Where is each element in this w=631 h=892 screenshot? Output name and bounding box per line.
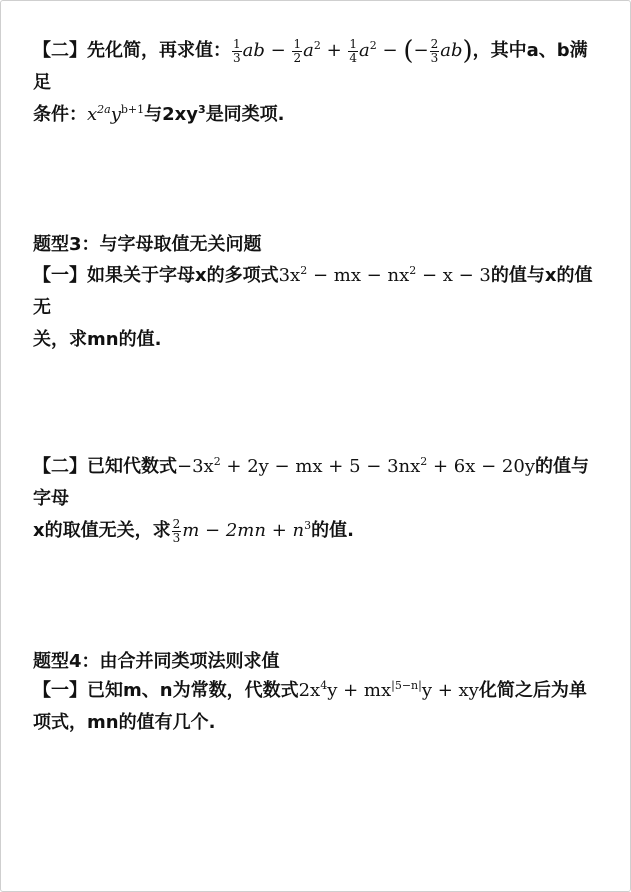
problem-tail-text: 的值与字母 — [33, 456, 590, 509]
problem-intro-text: 已知m、n为常数，代数式 — [87, 680, 299, 701]
exponent: 2 — [213, 455, 221, 468]
var-x: x — [87, 104, 98, 125]
operator: − — [382, 40, 398, 61]
exponent: 2 — [420, 455, 428, 468]
problem-line-1 — [33, 260, 605, 324]
exponent: 2 — [313, 39, 321, 52]
fraction-one-third: $\frac{1}{3}$ — [233, 36, 241, 65]
section-heading-type4: 题型4：由合并同类项法则求值 — [33, 651, 280, 672]
expr-term: m − 2mn + n — [182, 520, 305, 541]
problem-number-bracket: 【一】 — [33, 265, 87, 286]
fraction-one-quarter: $\frac{1}{4}$ — [349, 36, 358, 65]
problem-number-bracket: 【二】 — [33, 40, 87, 61]
var-a: a — [359, 40, 370, 61]
exponent: |5−n| — [391, 679, 422, 692]
paren-close: ) — [462, 36, 473, 66]
exponent: 4 — [320, 679, 328, 692]
inner-sign: − — [413, 40, 429, 61]
problem-line2-pre: x的取值无关，求 — [33, 520, 171, 541]
exponent: 2 — [369, 39, 377, 52]
fraction-one-half: $\frac{1}{2}$ — [293, 36, 302, 65]
poly-term: 3x — [278, 265, 301, 286]
exponent: 3 — [198, 103, 206, 116]
var-y: y — [110, 104, 121, 125]
poly-term: 2x — [298, 680, 321, 701]
operator: + — [326, 40, 342, 61]
problem-intro-text: 先化简，再求值： — [87, 40, 231, 61]
problem-line-1 — [33, 35, 605, 99]
problem-type3-q1 — [33, 260, 605, 356]
problem-line-1 — [33, 675, 605, 707]
exponent: 2 — [300, 264, 308, 277]
poly-term: y + xy — [421, 680, 479, 701]
problem-tail-text: 化简之后为单 — [478, 680, 587, 701]
problem-number-bracket: 【二】 — [33, 456, 87, 477]
condition-label: 条件： — [33, 104, 87, 125]
problem-line-2: 关，求mn的值. — [33, 329, 162, 350]
problem-line-2: 项式，mn的值有几个. — [33, 712, 216, 733]
exponent: b+1 — [120, 103, 145, 116]
section-heading-type3: 题型3：与字母取值无关问题 — [33, 234, 262, 255]
fraction-two-thirds: $\frac{2}{3}$ — [172, 516, 181, 545]
poly-term: − x − 3 — [416, 265, 491, 286]
problem-line-2 — [33, 99, 605, 131]
problem-intro-text: 已知代数式 — [87, 456, 177, 477]
fraction-two-thirds: $\frac{2}{3}$ — [430, 36, 439, 65]
problem-type4-q1 — [33, 675, 605, 739]
problem-intro-text: 如果关于字母x的多项式 — [87, 265, 279, 286]
problem-tail-text: 的值与x的值无 — [33, 265, 593, 318]
problem-simplify-evaluate — [33, 35, 605, 131]
paren-open: ( — [403, 36, 414, 66]
problem-type3-q2 — [33, 451, 605, 547]
poly-term: − mx − nx — [307, 265, 410, 286]
problem-number-bracket: 【一】 — [33, 680, 87, 701]
var-a: a — [303, 40, 314, 61]
var-ab: ab — [242, 40, 265, 61]
poly-term: y + mx — [327, 680, 392, 701]
problem-line2-post: 的值. — [311, 520, 354, 541]
poly-term: −3x — [177, 456, 214, 477]
exponent: 2a — [97, 103, 111, 116]
condition-suffix: 是同类项. — [205, 104, 285, 125]
poly-term: + 6x − 20y — [427, 456, 536, 477]
operator: − — [270, 40, 286, 61]
exponent: 3 — [304, 519, 312, 532]
exponent: 2 — [409, 264, 417, 277]
problem-tail-text: ，其中a、b满足 — [33, 40, 588, 93]
problem-line-1 — [33, 451, 605, 515]
poly-term: + 2y − mx + 5 − 3nx — [220, 456, 421, 477]
problem-line-2 — [33, 515, 605, 547]
var-ab: ab — [440, 40, 463, 61]
connector-text: 与2xy — [144, 104, 199, 125]
